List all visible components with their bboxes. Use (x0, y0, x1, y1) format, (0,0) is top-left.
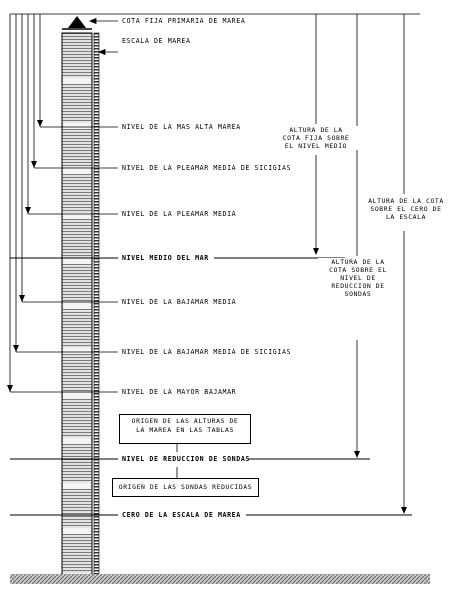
above-sounding-line-5: SONDAS (344, 290, 372, 298)
soundings-origin-box (112, 478, 259, 497)
above-zero-line-1: ALTURA DE LA COTA (368, 197, 444, 205)
tide-heights-origin-box (119, 414, 251, 444)
tide-heights-origin-line-1: ORIGEN DE LAS ALTURAS DE (131, 417, 239, 425)
benchmark-label: COTA FIJA PRIMARIA DE MAREA (122, 17, 246, 25)
above-sounding-line-4: REDUCCION DE (331, 282, 385, 290)
mhw-label: NIVEL DE LA PLEAMAR MEDIA (122, 210, 237, 218)
height-above-msl-label (272, 126, 360, 150)
lowest-tide-label: NIVEL DE LA MAYOR BAJAMAR (122, 388, 237, 396)
msl-label: NIVEL MEDIO DEL MAR (122, 254, 209, 262)
mlw-label: NIVEL DE LA BAJAMAR MEDIA (122, 298, 237, 306)
above-sounding-line-2: COTA SOBRE EL (329, 266, 387, 274)
tide-staff-label: ESCALA DE MAREA (122, 37, 191, 45)
tide-heights-origin-line-2: LA MAREA EN LAS TABLAS (136, 426, 234, 434)
above-msl-line-2: COTA FIJA SOBRE (282, 134, 350, 142)
mlws-label: NIVEL DE LA BAJAMAR MEDIA DE SICIGIAS (122, 348, 292, 356)
highest-tide-label: NIVEL DE LA MAS ALTA MAREA (122, 123, 241, 131)
height-above-staff-zero-label (360, 197, 452, 221)
soundings-origin-text: ORIGEN DE LAS SONDAS REDUCIDAS (118, 483, 253, 491)
mhws-label: NIVEL DE LA PLEAMAR MEDIA DE SICIGIAS (122, 164, 292, 172)
above-sounding-line-3: NIVEL DE (340, 274, 376, 282)
height-above-sounding-datum-label (318, 258, 398, 298)
above-zero-line-2: SOBRE EL CERO DE (370, 205, 442, 213)
above-msl-line-1: ALTURA DE LA (289, 126, 343, 134)
above-msl-line-3: EL NIVEL MEDIO (284, 142, 348, 150)
above-sounding-line-1: ALTURA DE LA (331, 258, 385, 266)
staff-zero-label: CERO DE LA ESCALA DE MAREA (122, 511, 241, 519)
sounding-datum-label: NIVEL DE REDUCCION DE SONDAS (122, 455, 250, 463)
above-zero-line-3: LA ESCALA (385, 213, 427, 221)
